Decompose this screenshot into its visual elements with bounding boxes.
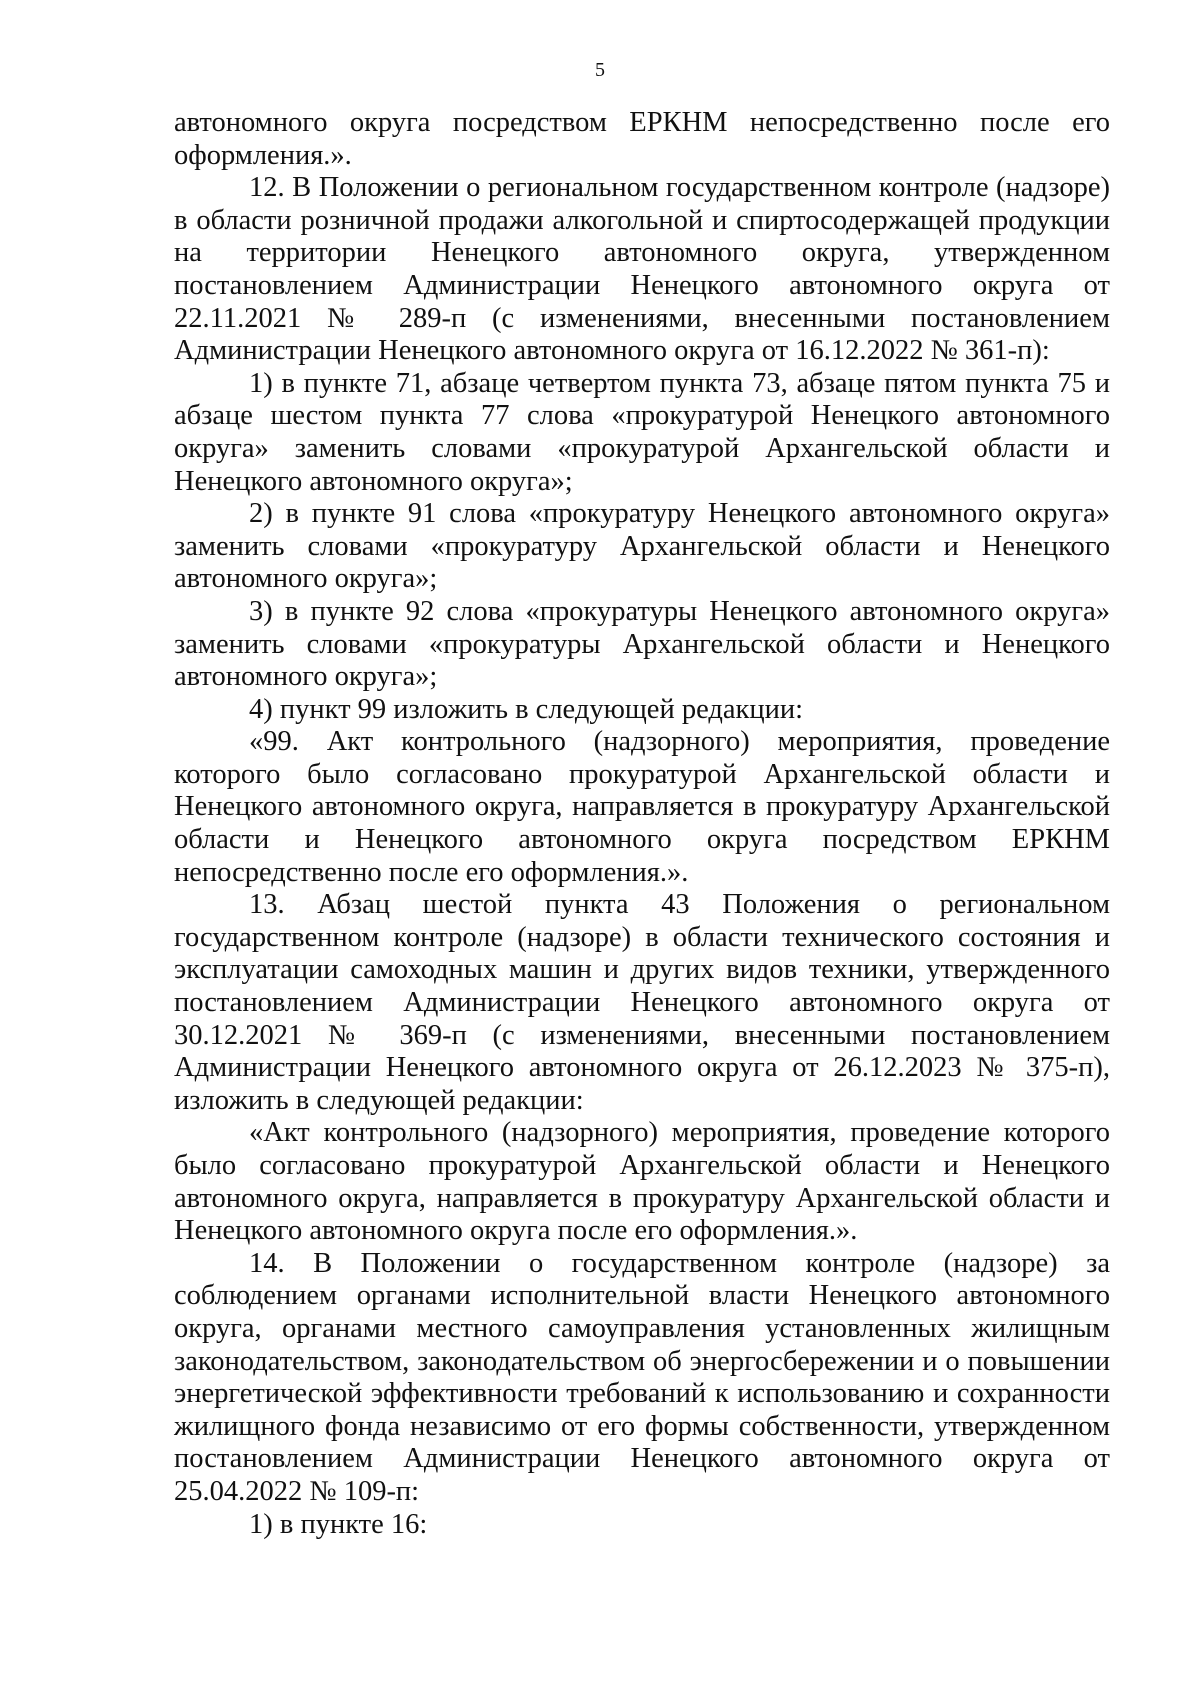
paragraph: «Акт контрольного (надзорного) мероприятия, проведение которого было согласовано прокуратурой Архангельской области и Ненецкого автономного округа, направляется в прокуратуру Архангельской области и Ненецкого автономного округа после его оформления.». — [174, 1117, 1110, 1247]
paragraph: автономного округа посредством ЕРКНМ непосредственно после его оформления.». — [174, 107, 1110, 171]
paragraph: 4) пункт 99 изложить в следующей редакции: — [249, 693, 804, 725]
paragraph: 14. В Положении о государственном контроле (надзоре) за соблюдением органами исполнительной власти Ненецкого автономного округа, органами местного самоуправления установленных жилищным законодательством, законодательством об энергосбережении и о повышении энергетической эффективности требований к использованию и сохранности жилищного фонда независимо от его формы собственности, утвержденном постановлением Администрации Ненецкого автономного округа от 25.04.2022 № 109-п: — [174, 1247, 1110, 1507]
paragraph: 2) в пункте 91 слова «прокуратуру Ненецкого автономного округа» заменить словами «прокуратуру Архангельской области и Ненецкого автономного округа»; — [174, 498, 1110, 595]
document-body — [174, 107, 1110, 1541]
paragraph: 1) в пункте 16: — [249, 1508, 428, 1540]
paragraph: 1) в пункте 71, абзаце четвертом пункта 73, абзаце пятом пункта 75 и абзаце шестом пункта 77 слова «прокуратурой Ненецкого автономного округа» заменить словами «прокуратурой Архангельской области и Ненецкого автономного округа»; — [174, 367, 1110, 497]
paragraph: 3) в пункте 92 слова «прокуратуры Ненецкого автономного округа» заменить словами «прокуратуры Архангельской области и Ненецкого автономного округа»; — [174, 595, 1110, 693]
paragraph: «99. Акт контрольного (надзорного) мероприятия, проведение которого было согласовано прокуратурой Архангельской области и Ненецкого автономного округа, направляется в прокуратуру Архангельской области и Ненецкого автономного округа посредством ЕРКНМ непосредственно после его оформления.». — [174, 726, 1110, 888]
paragraph: 12. В Положении о региональном государственном контроле (надзоре) в области розничной продажи алкогольной и спиртосодержащей продукции на территории Ненецкого автономного округа, утвержденном постановлением Администрации Ненецкого автономного округа от 22.11.2021 № 289-п (с изменениями, внесенными постановлением Администрации Ненецкого автономного округа от 16.12.2022 № 361-п): — [174, 172, 1110, 367]
paragraph: 13. Абзац шестой пункта 43 Положения о региональном государственном контроле (надзоре) в области технического состояния и эксплуатации самоходных машин и других видов техники, утвержденного постановлением Администрации Ненецкого автономного округа от 30.12.2021 № 369-п (с изменениями, внесенными постановлением Администрации Ненецкого автономного округа от 26.12.2023 № 375-п), изложить в следующей редакции: — [174, 889, 1110, 1116]
page-number: 5 — [595, 59, 605, 81]
